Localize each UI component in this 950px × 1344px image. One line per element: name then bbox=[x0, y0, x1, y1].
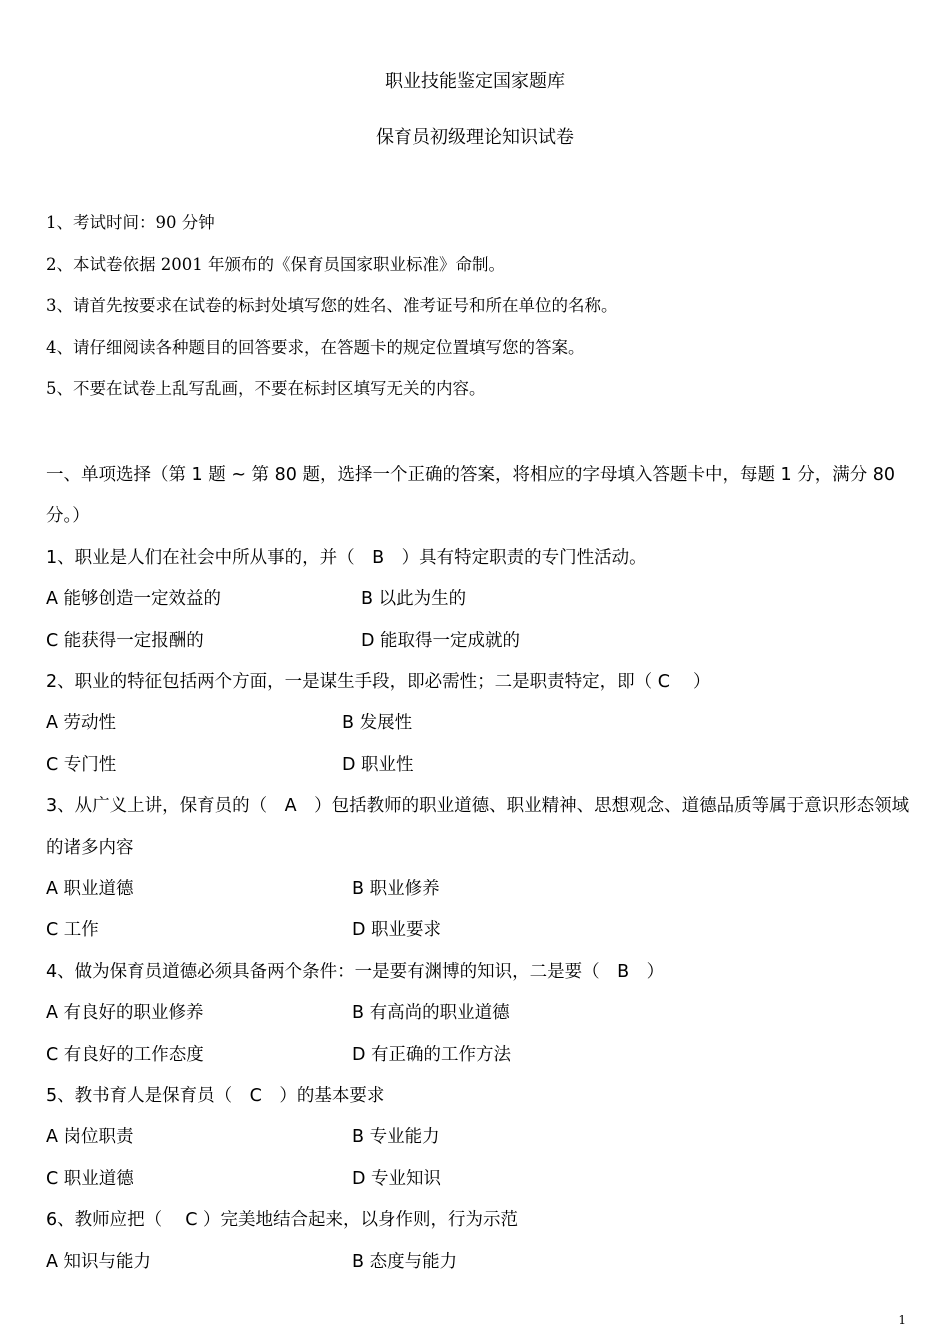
exam-bank-title: 职业技能鉴定国家题库 bbox=[385, 71, 565, 92]
option-row bbox=[46, 993, 910, 1034]
instruction-item: 1、考试时间：90 分钟 bbox=[46, 213, 215, 232]
instruction-item: 2、本试卷依据 2001 年颁布的《保育员国家职业标准》命制。 bbox=[46, 254, 505, 274]
question-item bbox=[46, 1200, 910, 1283]
answer-option: D 有正确的工作方法 bbox=[352, 1044, 512, 1065]
option-row bbox=[46, 910, 910, 951]
question-item bbox=[46, 786, 910, 952]
answer-option: D 能取得一定成就的 bbox=[361, 630, 521, 651]
answer-option: A 职业道德 bbox=[46, 879, 134, 899]
option-row bbox=[46, 1242, 910, 1283]
page-number: 1 bbox=[898, 1313, 906, 1327]
instruction-item: 5、不要在试卷上乱写乱画，不要在标封区填写无关的内容。 bbox=[46, 379, 486, 398]
answer-option: A 有良好的职业修养 bbox=[46, 1003, 204, 1024]
section-heading: 一、单项选择（第 1 题 ~ 第 80 题，选择一个正确的答案，将相应的字母填入答题卡中，每题 1 分，满分 80 分。） bbox=[46, 465, 896, 527]
answer-option: A 岗位职责 bbox=[46, 1127, 134, 1148]
question-text: 4、做为保育员道德必须具备两个条件：一是要有渊博的知识，二是要（ B ） bbox=[46, 961, 665, 982]
question-item bbox=[46, 662, 910, 786]
answer-option: C 职业道德 bbox=[46, 1168, 134, 1189]
answer-option: A 劳动性 bbox=[46, 713, 117, 734]
answer-option: B 态度与能力 bbox=[352, 1251, 458, 1272]
question-item bbox=[46, 538, 910, 662]
answer-option: A 知识与能力 bbox=[46, 1251, 152, 1272]
answer-option: D 专业知识 bbox=[352, 1168, 442, 1189]
question-text: 1、职业是人们在社会中所从事的，并（ B ）具有特定职责的专门性活动。 bbox=[46, 547, 647, 568]
answer-option: C 有良好的工作态度 bbox=[46, 1044, 204, 1065]
option-row bbox=[46, 869, 910, 910]
question-text: 3、从广义上讲，保育员的（ A ）包括教师的职业道德、职业精神、思想观念、道德品质等属于意识形态领域的诸多内容 bbox=[46, 796, 910, 858]
instruction-item: 3、请首先按要求在试卷的标封处填写您的姓名、准考证号和所在单位的名称。 bbox=[46, 296, 618, 315]
answer-option: C 专门性 bbox=[46, 754, 117, 775]
exam-instructions bbox=[46, 210, 906, 418]
question-text: 2、职业的特征包括两个方面，一是谋生手段，即必需性；二是职责特定，即（ C ） bbox=[46, 672, 711, 692]
option-row bbox=[46, 1117, 910, 1158]
answer-option: B 专业能力 bbox=[352, 1127, 440, 1148]
answer-option: B 发展性 bbox=[342, 713, 413, 734]
answer-option: A 能够创造一定效益的 bbox=[46, 589, 222, 610]
answer-option: C 能获得一定报酬的 bbox=[46, 630, 204, 651]
question-text: 5、教书育人是保育员（ C ）的基本要求 bbox=[46, 1085, 385, 1106]
option-row bbox=[46, 1035, 910, 1076]
option-row bbox=[46, 621, 910, 662]
question-item bbox=[46, 952, 910, 1076]
answer-option: D 职业要求 bbox=[352, 920, 442, 941]
instruction-item: 4、请仔细阅读各种题目的回答要求，在答题卡的规定位置填写您的答案。 bbox=[46, 337, 585, 357]
exam-paper-title: 保育员初级理论知识试卷 bbox=[376, 127, 574, 148]
answer-option: B 职业修养 bbox=[352, 879, 440, 899]
answer-option: B 有高尚的职业道德 bbox=[352, 1003, 510, 1024]
answer-option: D 职业性 bbox=[342, 754, 414, 775]
answer-option: C 工作 bbox=[46, 920, 99, 941]
option-row bbox=[46, 579, 910, 620]
question-list bbox=[46, 538, 910, 1283]
question-item bbox=[46, 1076, 910, 1200]
single-choice-section bbox=[46, 455, 910, 1283]
answer-option: B 以此为生的 bbox=[361, 589, 467, 610]
option-row bbox=[46, 745, 910, 786]
option-row bbox=[46, 703, 910, 744]
question-text: 6、教师应把（ C ）完美地结合起来，以身作则，行为示范 bbox=[46, 1210, 518, 1231]
option-row bbox=[46, 1159, 910, 1200]
